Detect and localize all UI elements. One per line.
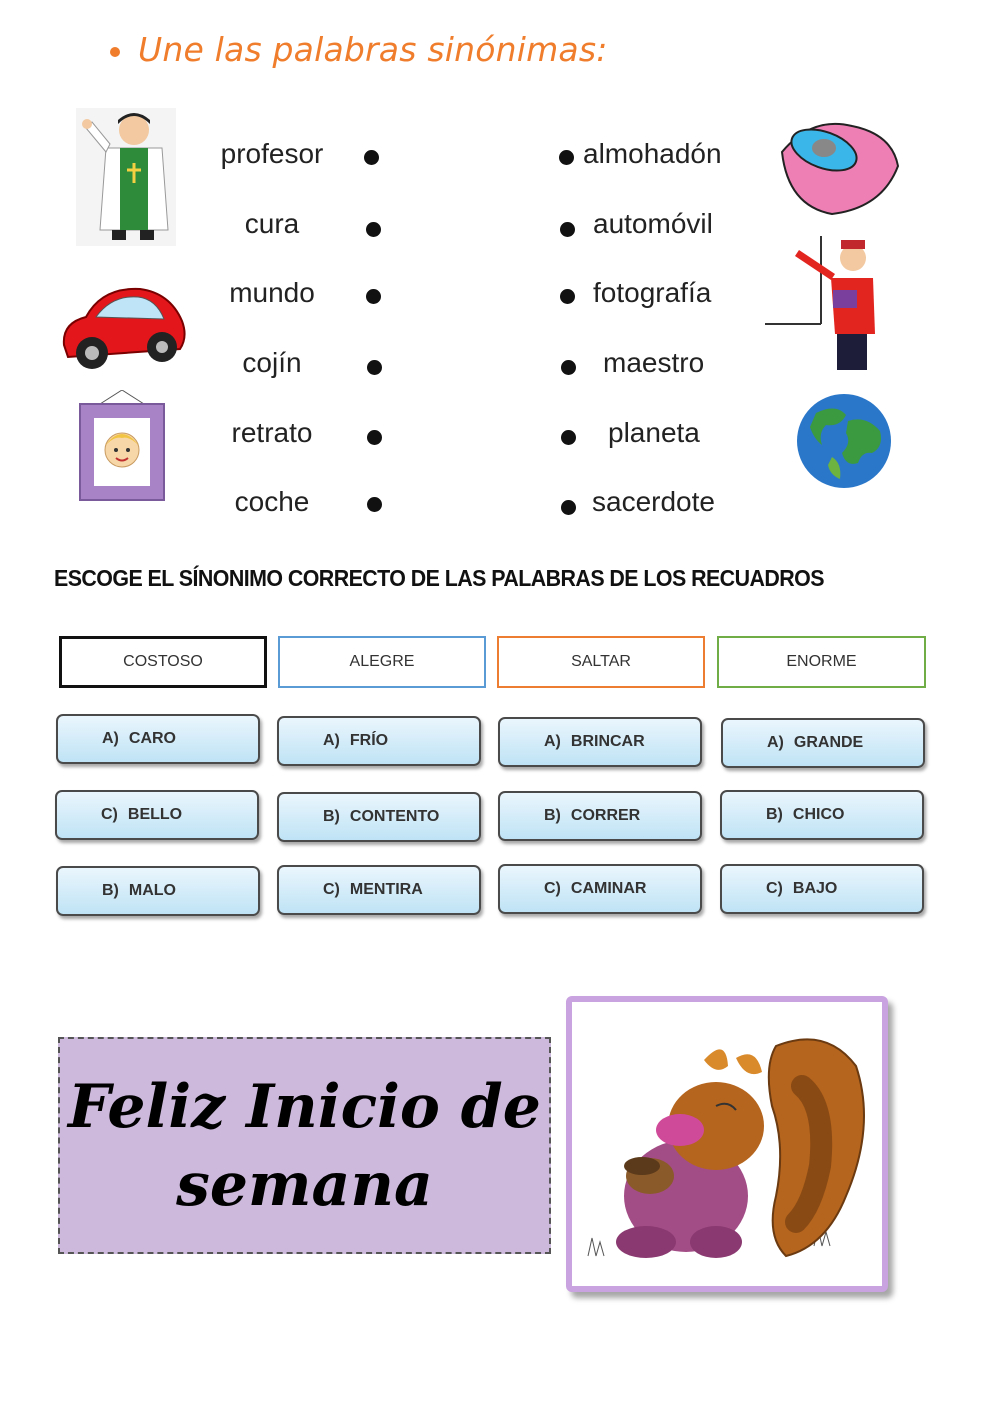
car-icon — [58, 275, 190, 377]
option-button[interactable]: C) MENTIRA — [277, 865, 481, 915]
option-button[interactable]: A) FRÍO — [277, 716, 481, 766]
option-button[interactable]: A) BRINCAR — [498, 717, 702, 767]
left-match-dot-5[interactable] — [367, 430, 382, 445]
right-word-1: almohadón — [583, 138, 722, 169]
portrait-icon — [78, 390, 166, 502]
option-button[interactable]: B) MALO — [56, 866, 260, 916]
option-button[interactable]: A) GRANDE — [721, 718, 925, 768]
squirrel-icon — [576, 1006, 878, 1287]
priest-icon — [76, 108, 176, 246]
option-button[interactable]: C) BELLO — [55, 790, 259, 840]
choose-section-title: ESCOGE EL SÍNONIMO CORRECTO DE LAS PALABRAS DE LOS RECUADROS — [54, 565, 824, 591]
greeting-line-1: Feliz Inicio de — [68, 1071, 541, 1142]
right-match-dot-1[interactable] — [559, 150, 574, 165]
left-word-4: cojín — [242, 347, 302, 378]
cushion-icon — [772, 112, 904, 220]
left-word-1: profesor — [220, 138, 324, 169]
right-match-dot-6[interactable] — [561, 500, 576, 515]
option-button[interactable]: A) CARO — [56, 714, 260, 764]
option-button[interactable]: B) CHICO — [720, 790, 924, 840]
right-word-3: fotografía — [593, 277, 712, 308]
left-match-dot-2[interactable] — [366, 222, 381, 237]
greeting-line-2: semana — [176, 1149, 433, 1220]
word-box-4: ENORME — [717, 636, 926, 688]
right-match-dot-5[interactable] — [561, 430, 576, 445]
left-word-2: cura — [244, 208, 300, 239]
right-word-4: maestro — [603, 347, 705, 378]
option-button[interactable]: C) BAJO — [720, 864, 924, 914]
globe-icon — [796, 393, 892, 489]
right-word-2: automóvil — [593, 208, 713, 239]
word-box-3: SALTAR — [497, 636, 705, 688]
teacher-icon — [765, 236, 883, 372]
greeting-box — [58, 1037, 551, 1254]
option-button[interactable]: B) CONTENTO — [277, 792, 481, 842]
squirrel-picture-frame — [566, 996, 888, 1292]
right-match-dot-4[interactable] — [561, 360, 576, 375]
word-box-2: ALEGRE — [278, 636, 486, 688]
word-box-1: COSTOSO — [59, 636, 267, 688]
left-match-dot-3[interactable] — [366, 289, 381, 304]
option-button[interactable]: C) CAMINAR — [498, 864, 702, 914]
left-word-5: retrato — [231, 417, 313, 448]
match-section-title: Une las palabras sinónimas: — [110, 30, 608, 69]
left-match-dot-4[interactable] — [367, 360, 382, 375]
left-match-dot-1[interactable] — [364, 150, 379, 165]
left-match-dot-6[interactable] — [367, 497, 382, 512]
left-word-3: mundo — [229, 277, 315, 308]
option-button[interactable]: B) CORRER — [498, 791, 702, 841]
left-word-6: coche — [234, 486, 310, 517]
right-word-6: sacerdote — [592, 486, 715, 517]
right-match-dot-3[interactable] — [560, 289, 575, 304]
right-match-dot-2[interactable] — [560, 222, 575, 237]
bullet-icon — [110, 47, 120, 57]
right-word-5: planeta — [608, 417, 700, 448]
